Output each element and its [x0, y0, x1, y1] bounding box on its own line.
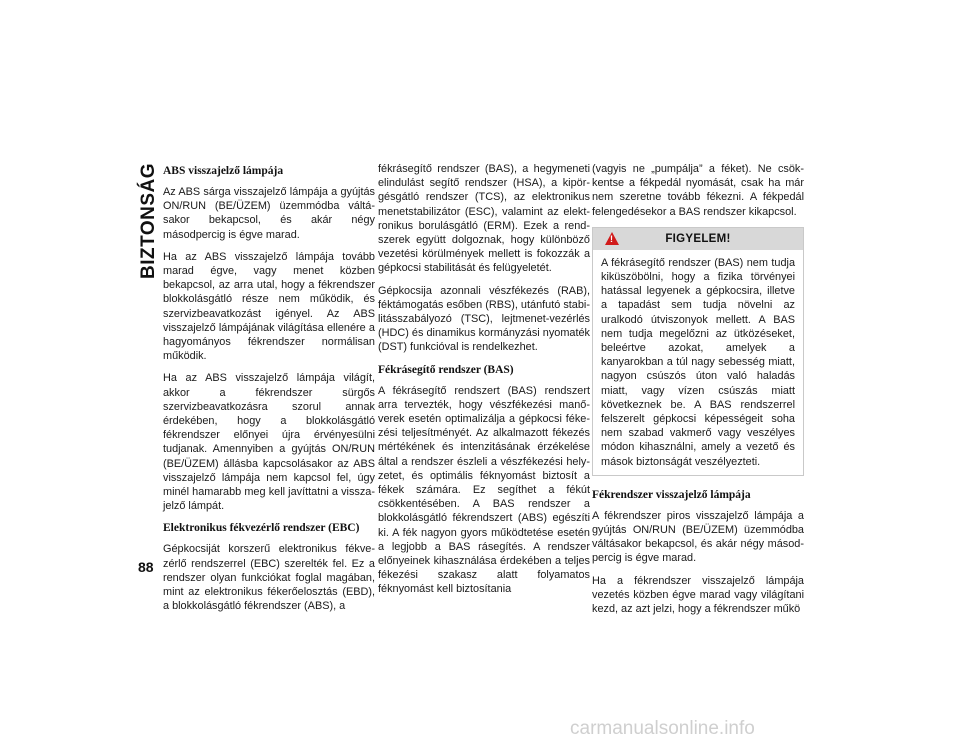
paragraph: Ha az ABS visszajelző lámpája tovább marad égve, vagy menet közben bekapcsol, az arra utal, hogy a fékrendszer blokkolásgátló része nem működik, és szervizbeavatkozást igényel. Az ABS visszajelző lámpájának világítása ellenére a hagyományos fékrendszer normálisan működik. [163, 250, 375, 363]
page-number: 88 [138, 559, 154, 575]
heading-bas: Fékrásegítő rendszer (BAS) [378, 363, 514, 376]
warning-body [593, 250, 803, 475]
paragraph: Gépkocsiját korszerű elektronikus fékvezérlő rendszerrel (EBC) szerelték fel. Ez a rendszer olyan funkciókat foglal magában, mint az elektronikus fékerőelosztás (EBD), a blokkolásgátló fékrendszer (ABS), a [163, 543, 375, 613]
paragraph: A fékrásegítő rendszert (BAS) rendszert arra tervezték, hogy vészfékezési manőverek esetén optimalizálja a gépkocsi fékezési teljesítményét. Az alkalmazott fékezés mértékének és intenzitásának érzékelése által a rendszer észleli a vészfékezési helyzetet, és optimális féknyomást biztosít a fékek számára. Ez segíthet a fékút csökkentésében. A BAS rendszer a blokkolásgátló fékrendszert (ABS) egészíti ki. A fék nagyon gyors működtetése esetén a legjobb a BAS rásegítés. A rendszer előnyeinek kihasználása érdekében a teljes fékezési szakasz alatt folyamatos féknyomást kell biztosítania [378, 384, 590, 596]
paragraph: A fékrendszer piros visszajelző lámpája a gyújtás ON/RUN (BE/ÜZEM) üzemmódba váltásakor bekapcsol, és akár négy másodpercig is égve marad. [592, 509, 804, 565]
text-column-2 [378, 162, 590, 605]
text-column-3 [592, 162, 804, 624]
watermark: carmanualsonline.info [570, 718, 755, 739]
paragraph: (vagyis ne „pumpálja” a féket). Ne csökkentse a fékpedál nyomását, csak ha már nem szeretne tovább fékezni. A fékpedál felengedésekor a BAS rendszer kikapcsol. [592, 163, 804, 218]
heading-ebc: Elektronikus fékvezérlő rendszer (EBC) [163, 522, 360, 535]
section-title-text: BIZTONSÁG [138, 162, 160, 280]
paragraph: Az ABS sárga visszajelző lámpája a gyújtás ON/RUN (BE/ÜZEM) üzemmódba váltásakor bekapcsol, és akár négy másodpercig is égve marad. [163, 186, 375, 241]
paragraph: Ha a fékrendszer visszajelző lámpája vezetés közben égve marad vagy világítani kezd, az azt jelzi, hogy a fékrendszer műkö [592, 574, 804, 616]
warning-triangle-icon [605, 232, 619, 245]
section-title-vertical [136, 162, 162, 280]
warning-box [592, 227, 804, 476]
warning-title: FIGYELEM! [665, 232, 731, 245]
paragraph: Ha az ABS visszajelző lámpája világít, akkor a fékrendszer sürgős szervizbeavatkozásra szorul annak érdekében, hogy a blokkolásgátló fékrendszer előnyei újra érvényesülni tudjanak. Amennyiben a gyújtás ON/RUN (BE/ÜZEM) állásba kapcsolásakor az ABS visszajelző lámpája nem kapcsol fel, úgy minél hamarabb meg kell javíttatni a visszajelző lámpát. [163, 372, 375, 513]
warning-text: A fékrásegítő rendszer (BAS) nem tudja kiküszöbölni, hogy a fizika törvényei hatással legyenek a gépkocsira, illetve a tapadást sem tudja növelni az uralkodó útviszonyok mellett. A BAS nem tudja megelőzni az ütközéseket, beleértve azokat, amelyek a kanyarokban a túl nagy sebesség miatt, nagyon csúszós úton való haladás miatt, vagy vízen csúszás miatt következnek be. A BAS rendszerrel felszerelt gépkocsi képességeit soha nem szabad vakmerő vagy veszélyes módon kihasználni, amely a vezető és mások biztonságát veszélyezteti. [601, 256, 795, 468]
heading-abs-indicator: ABS visszajelző lámpája [163, 165, 284, 177]
warning-header [593, 228, 803, 250]
paragraph: fékrásegítő rendszer (BAS), a hegymeneti elindulást segítő rendszer (HSA), a kipörgésgátló rendszer (TCS), az elektronikus menetstabilizátor (ESC), valamint az elektronikus borulásgátló (ERM). Ezek a rendszerek együtt dolgoznak, hogy különböző vezetési körülmények mellett is fokozzák a gépkocsi stabilitását és felügyeletét. [378, 163, 590, 275]
paragraph: Gépkocsija azonnali vészfékezés (RAB), féktámogatás esőben (RBS), utánfutó stabilitásszabályozó (TSC), lejtmenet-vezérlés (HDC) és dinamikus kormányzási nyomaték (DST) funkcióval is rendelkezhet. [378, 284, 590, 354]
text-column-1 [163, 162, 375, 621]
heading-brake-indicator: Fékrendszer visszajelző lámpája [592, 488, 751, 501]
